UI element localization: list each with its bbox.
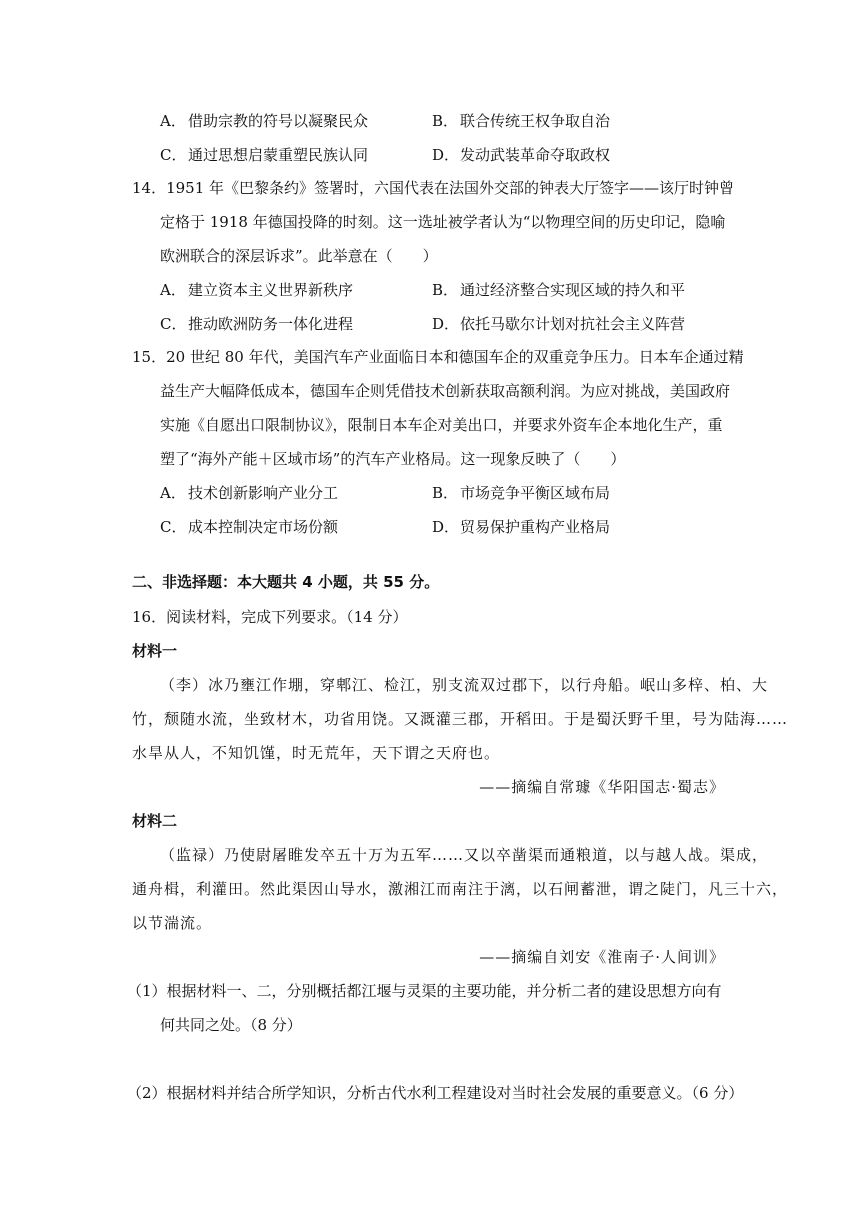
option-letter: C． [160,146,187,164]
option-letter: D． [432,315,460,333]
question-14-line-1: 14．1951 年《巴黎条约》签署时，六国代表在法国外交部的钟表大厅签字——该厅时钟曾 [132,179,735,197]
option-a [160,483,338,503]
option-letter: B． [432,281,459,299]
option-text: 依托马歇尔计划对抗社会主义阵营 [460,315,686,333]
sub-question-2-line-1: （2）根据材料并结合所学知识，分析古代水利工程建设对当时社会发展的重要意义。（6 分） [127,1084,744,1102]
option-letter: D． [432,146,460,164]
option-text: 借助宗教的符号以凝聚民众 [188,112,369,130]
question-15-line-1: 15．20 世纪 80 年代，美国汽车产业面临日本和德国车企的双重竞争压力。日本车企通过精 [132,348,744,366]
question-15-line-3: 实施《自愿出口限制协议》，限制日本车企对美出口，并要求外资车企本地化生产，重 [160,416,723,434]
option-c [160,314,353,334]
material-1-label: 材料一 [132,642,178,660]
question-14-line-3: 欧洲联合的深层诉求”。此举意在（ ） [160,247,438,265]
option-text: 联合传统王权争取自治 [460,112,611,130]
option-letter: B． [432,112,459,130]
question-15-line-2: 益生产大幅降低成本，德国车企则凭借技术创新获取高额利润。为应对挑战，美国政府 [160,382,731,400]
option-letter: A． [160,281,186,299]
option-text: 贸易保护重构产业格局 [460,518,611,536]
option-a [160,280,353,300]
question-15-line-4: 塑了“海外产能＋区域市场”的汽车产业格局。这一现象反映了（ ） [160,450,626,468]
option-c [160,145,368,165]
option-a [160,111,368,131]
option-d [432,145,610,165]
option-letter: C． [160,518,187,536]
option-letter: D． [432,518,460,536]
sub-question-1-line-1: （1）根据材料一、二，分别概括都江堰与灵渠的主要功能，并分析二者的建设思想方向有 [127,982,722,1000]
option-letter: C． [160,315,187,333]
material-2-line-2: 通舟楫，利灌田。然此渠因山导水，激湘江而南注于漓，以石闸蓄泄，谓之陡门，凡三十六， [132,880,789,898]
material-2-line-3: 以节湍流。 [132,914,213,932]
option-text: 建立资本主义世界新秩序 [188,281,354,299]
material-2-line-1: （监禄）乃使尉屠睢发卒五十万为五军……又以卒凿渠而通粮道，以与越人战。渠成， [160,846,769,864]
option-text: 通过经济整合实现区域的持久和平 [460,281,686,299]
question-14-line-2: 定格于 1918 年德国投降的时刻。这一选址被学者认为“以物理空间的历史印记，隐喻 [160,213,726,231]
option-d [432,314,685,334]
option-letter: A． [160,484,186,502]
material-2-source: ——摘编自刘安《淮南子·人间训》 [479,948,725,966]
option-b [432,111,610,131]
material-1-line-2: 竹，颓随水流，坐致材木，功省用饶。又溉灌三郡，开稻田。于是蜀沃野千里，号为陆海…… [132,710,789,728]
option-b [432,483,610,503]
option-letter: A． [160,112,186,130]
option-text: 技术创新影响产业分工 [188,484,339,502]
section-heading: 二、非选择题：本大题共 4 小题，共 55 分。 [132,573,440,591]
option-d [432,517,610,537]
option-text: 推动欧洲防务一体化进程 [188,315,354,333]
option-text: 发动武装革命夺取政权 [460,146,611,164]
option-c [160,517,338,537]
material-1-line-3: 水旱从人，不知饥馑，时无荒年，天下谓之天府也。 [132,744,501,762]
material-2-label: 材料二 [132,812,178,830]
material-1-source: ——摘编自常璩《华阳国志·蜀志》 [479,778,725,796]
option-text: 成本控制决定市场份额 [188,518,339,536]
sub-question-1-line-2: 何共同之处。（8 分） [160,1016,302,1034]
option-text: 市场竞争平衡区域布局 [460,484,611,502]
option-text: 通过思想启蒙重塑民族认同 [188,146,369,164]
option-b [432,280,685,300]
question-16-intro: 16．阅读材料，完成下列要求。（14 分） [132,608,408,626]
option-letter: B． [432,484,459,502]
material-1-line-1: （李）冰乃壅江作堋，穿郫江、检江，别支流双过郡下，以行舟船。岷山多梓、柏、大 [160,676,769,694]
